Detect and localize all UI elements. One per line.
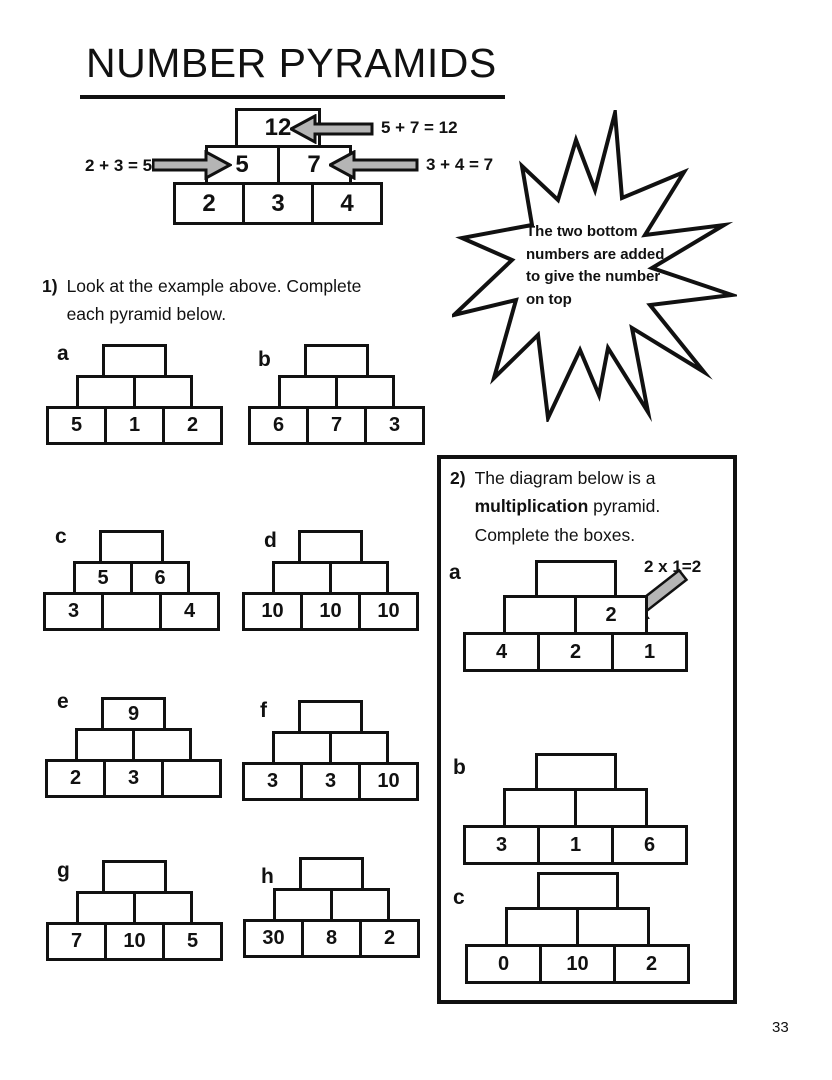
pyramid-cell	[298, 700, 363, 734]
pyramid-cell	[335, 375, 395, 409]
pyramid-cell: 2	[574, 595, 648, 635]
pyramid-cell: 10	[300, 592, 361, 631]
pyramid-cell: 3	[242, 182, 314, 225]
pyramid-cell: 6	[130, 561, 190, 595]
pyramid-cell: 1	[611, 632, 688, 672]
pyramid-label: a	[57, 342, 69, 365]
pyramid-cell: 10	[539, 944, 616, 984]
pyramid-cell: 3	[364, 406, 425, 445]
pyramid-1c	[43, 530, 220, 631]
pyramid-1h	[243, 857, 420, 958]
pyramid-cell	[76, 375, 136, 409]
pyramid-2b	[463, 753, 688, 865]
pyramid-cell: 7	[277, 145, 352, 185]
pyramid-cell: 4	[311, 182, 383, 225]
pyramid-cell	[576, 907, 650, 947]
pyramid-1e	[45, 697, 222, 798]
pyramid-cell: 2	[162, 406, 223, 445]
pyramid-cell: 5	[46, 406, 107, 445]
equation-label: 2 + 3 = 5	[85, 156, 153, 175]
question-number: 1)	[42, 276, 58, 296]
pyramid-cell: 1	[537, 825, 614, 865]
pyramid-cell: 3	[103, 759, 164, 798]
pyramid-cell	[535, 753, 617, 791]
pyramid-cell	[574, 788, 648, 828]
pyramid-label: g	[57, 859, 70, 882]
pyramid-1g	[46, 860, 223, 961]
pyramid-1f	[242, 700, 419, 801]
pyramid-cell	[535, 560, 617, 598]
equation-label: 2 x 1=2	[644, 557, 702, 576]
pyramid-cell: 4	[463, 632, 540, 672]
pyramid-cell	[76, 891, 136, 925]
pyramid-cell: 6	[248, 406, 309, 445]
pyramid-label: b	[258, 348, 271, 371]
arrow-right-icon	[152, 150, 232, 180]
pyramid-cell: 3	[463, 825, 540, 865]
question-text: The diagram below is a multiplication pyramid. Complete the boxes.	[474, 468, 661, 545]
pyramid-cell	[537, 872, 619, 910]
pyramid-cell: 10	[358, 762, 419, 801]
pyramid-1d	[242, 530, 419, 631]
pyramid-cell: 0	[465, 944, 542, 984]
pyramid-label: h	[261, 865, 274, 888]
pyramid-cell: 10	[104, 922, 165, 961]
pyramid-cell: 10	[358, 592, 419, 631]
pyramid-cell: 4	[159, 592, 220, 631]
pyramid-cell	[75, 728, 135, 762]
pyramid-cell: 5	[162, 922, 223, 961]
pyramid-cell	[503, 788, 577, 828]
pyramid-cell: 3	[300, 762, 361, 801]
pyramid-cell	[329, 731, 389, 765]
pyramid-cell: 12	[235, 108, 321, 148]
pyramid-cell: 30	[243, 919, 304, 958]
question-number: 2)	[450, 468, 466, 488]
question-text: Look at the example above. Complete each pyramid below.	[66, 276, 362, 325]
page-title: NUMBER PYRAMIDS	[80, 40, 505, 99]
question-1	[42, 272, 442, 329]
arrow-left-icon	[329, 150, 419, 180]
pyramid-2c	[465, 872, 690, 984]
pyramid-1b	[248, 344, 425, 445]
pyramid-label: c	[55, 525, 67, 548]
pyramid-cell	[133, 891, 193, 925]
pyramid-label: d	[264, 529, 277, 552]
pyramid-cell	[299, 857, 364, 891]
pyramid-cell	[102, 860, 167, 894]
pyramid-cell: 3	[43, 592, 104, 631]
page-number: 33	[772, 1019, 789, 1036]
pyramid-cell: 2	[45, 759, 106, 798]
pyramid-cell	[503, 595, 577, 635]
pyramid-cell: 10	[242, 592, 303, 631]
pyramid-cell: 5	[73, 561, 133, 595]
pyramid-label: e	[57, 690, 69, 713]
pyramid-cell	[161, 759, 222, 798]
pyramid-cell	[298, 530, 363, 564]
pyramid-cell: 2	[537, 632, 614, 672]
pyramid-cell	[102, 344, 167, 378]
pyramid-cell: 2	[359, 919, 420, 958]
pyramid-cell: 7	[46, 922, 107, 961]
arrow-left-icon	[290, 114, 374, 144]
equation-label: 5 + 7 = 12	[381, 118, 458, 137]
pyramid-cell	[272, 561, 332, 595]
pyramid-cell: 3	[242, 762, 303, 801]
pyramid-cell	[330, 888, 390, 922]
pyramid-cell: 2	[613, 944, 690, 984]
pyramid-cell: 8	[301, 919, 362, 958]
pyramid-cell	[133, 375, 193, 409]
pyramid-cell: 7	[306, 406, 367, 445]
question-2	[450, 464, 720, 549]
pyramid-cell: 5	[205, 145, 280, 185]
pyramid-cell	[99, 530, 164, 564]
pyramid-label: f	[260, 699, 267, 722]
pyramid-cell: 2	[173, 182, 245, 225]
pyramid-cell	[304, 344, 369, 378]
equation-label: 3 + 4 = 7	[426, 155, 494, 174]
pyramid-cell: 1	[104, 406, 165, 445]
pyramid-cell: 6	[611, 825, 688, 865]
pyramid-cell	[329, 561, 389, 595]
pyramid-label: a	[449, 561, 461, 584]
pyramid-cell	[101, 592, 162, 631]
pyramid-cell: 9	[101, 697, 166, 731]
callout-text: The two bottom numbers are added to give the number on top	[526, 223, 665, 308]
pyramid-cell	[278, 375, 338, 409]
pyramid-label: c	[453, 886, 465, 909]
pyramid-cell	[272, 731, 332, 765]
pyramid-cell	[505, 907, 579, 947]
pyramid-2a	[463, 560, 688, 672]
pyramid-cell	[132, 728, 192, 762]
pyramid-1a	[46, 344, 223, 445]
pyramid-cell	[273, 888, 333, 922]
pyramid-label: b	[453, 756, 466, 779]
